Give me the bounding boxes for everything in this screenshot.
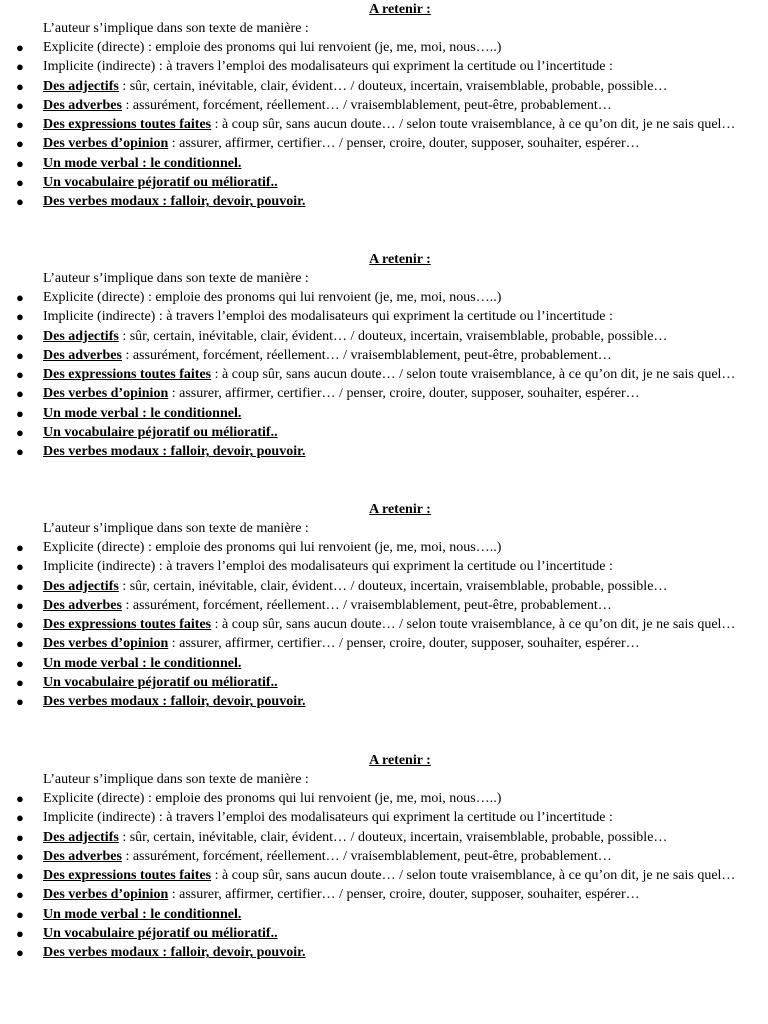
bullet-list (0, 789, 768, 963)
item-text: : assurément, forcément, réellement… / vraisemblablement, peut-être, probablement… (121, 347, 612, 363)
bullet-icon: ● (16, 945, 24, 961)
item-label: Des adverbes (43, 97, 122, 113)
bullet-list (0, 38, 768, 212)
list-item (0, 307, 768, 326)
item-text: : sûr, certain, inévitable, clair, évident… / douteux, incertain, vraisemblable, probable, possible… (118, 578, 668, 594)
list-item (0, 847, 768, 866)
item-text: Implicite (indirecte) : à travers l’emploi des modalisateurs qui expriment la certitude ou l’incertitude : (43, 559, 613, 575)
item-label: Des expressions toutes faites (43, 868, 212, 884)
item-label: Des adverbes (43, 597, 122, 613)
bullet-icon: ● (16, 117, 24, 133)
bullet-icon: ● (16, 655, 24, 671)
list-item (0, 327, 768, 346)
item-text: : sûr, certain, inévitable, clair, évident… / douteux, incertain, vraisemblable, probable, possible… (118, 328, 668, 344)
bullet-icon: ● (16, 906, 24, 922)
bullet-icon: ● (16, 444, 24, 460)
list-item (0, 96, 768, 115)
item-text: Implicite (indirecte) : à travers l’emploi des modalisateurs qui expriment la certitude ou l’incertitude : (43, 309, 613, 325)
item-text: : à coup sûr, sans aucun doute… / selon toute vraisemblance, à ce qu’on dit, je ne sais quel… (211, 868, 736, 884)
bullet-icon: ● (16, 347, 24, 363)
item-label: Des verbes d’opinion (43, 636, 169, 652)
list-item (0, 192, 768, 211)
list-item (0, 557, 768, 576)
bullet-icon: ● (16, 636, 24, 652)
list-item (0, 173, 768, 192)
bullet-icon: ● (16, 328, 24, 344)
bullet-icon: ● (16, 597, 24, 613)
list-item (0, 288, 768, 307)
section-intro: L’auteur s’implique dans son texte de manière : (43, 21, 309, 36)
item-text: Des verbes modaux : falloir, devoir, pouvoir. (43, 694, 306, 710)
item-text: : à coup sûr, sans aucun doute… / selon toute vraisemblance, à ce qu’on dit, je ne sais quel… (211, 367, 736, 383)
item-text: Un mode verbal : le conditionnel. (43, 655, 242, 671)
item-text: Implicite (indirecte) : à travers l’emploi des modalisateurs qui expriment la certitude ou l’incertitude : (43, 59, 613, 75)
item-text: : assurer, affirmer, certifier… / penser, croire, douter, supposer, souhaiter, espérer… (168, 386, 640, 402)
bullet-icon: ● (16, 559, 24, 575)
item-label: Des adjectifs (43, 328, 119, 344)
bullet-icon: ● (16, 175, 24, 191)
bullet-icon: ● (16, 136, 24, 152)
bullet-icon: ● (16, 425, 24, 441)
item-label: Des adjectifs (43, 78, 119, 94)
section-intro: L’auteur s’implique dans son texte de manière : (43, 772, 309, 787)
bullet-icon: ● (16, 868, 24, 884)
item-text: Des verbes modaux : falloir, devoir, pouvoir. (43, 194, 306, 210)
bullet-icon: ● (16, 405, 24, 421)
item-label: Des adjectifs (43, 578, 119, 594)
item-text: Un vocabulaire péjoratif ou mélioratif.. (43, 175, 278, 191)
list-item (0, 134, 768, 153)
item-label: Des adjectifs (43, 829, 119, 845)
list-item (0, 346, 768, 365)
list-item (0, 57, 768, 76)
item-text: : à coup sûr, sans aucun doute… / selon toute vraisemblance, à ce qu’on dit, je ne sais quel… (211, 117, 736, 133)
item-text: : à coup sûr, sans aucun doute… / selon toute vraisemblance, à ce qu’on dit, je ne sais quel… (211, 617, 736, 633)
list-item (0, 885, 768, 904)
list-item (0, 924, 768, 943)
list-item (0, 404, 768, 423)
section-intro: L’auteur s’implique dans son texte de manière : (43, 271, 309, 286)
item-text: Un vocabulaire péjoratif ou mélioratif.. (43, 425, 278, 441)
item-label: Des verbes d’opinion (43, 136, 169, 152)
item-text: : assurer, affirmer, certifier… / penser, croire, douter, supposer, souhaiter, espérer… (168, 887, 640, 903)
item-text: Un vocabulaire péjoratif ou mélioratif.. (43, 926, 278, 942)
item-label: Des adverbes (43, 347, 122, 363)
item-text: Un mode verbal : le conditionnel. (43, 155, 242, 171)
bullet-icon: ● (16, 367, 24, 383)
list-item (0, 38, 768, 57)
bullet-list (0, 538, 768, 712)
item-text: : assurément, forcément, réellement… / vraisemblablement, peut-être, probablement… (121, 848, 612, 864)
list-item (0, 866, 768, 885)
item-text: : assurément, forcément, réellement… / vraisemblablement, peut-être, probablement… (121, 97, 612, 113)
item-label: Des expressions toutes faites (43, 117, 212, 133)
item-text: Des verbes modaux : falloir, devoir, pouvoir. (43, 945, 306, 961)
bullet-icon: ● (16, 59, 24, 75)
bullet-icon: ● (16, 829, 24, 845)
item-text: Un vocabulaire péjoratif ou mélioratif.. (43, 675, 278, 691)
bullet-icon: ● (16, 578, 24, 594)
item-text: Explicite (directe) : emploie des pronoms qui lui renvoient (je, me, moi, nous…..) (43, 791, 502, 806)
section-title: A retenir : (369, 252, 431, 267)
list-item (0, 77, 768, 96)
item-label: Des expressions toutes faites (43, 367, 212, 383)
bullet-icon: ● (16, 810, 24, 826)
item-label: Des adverbes (43, 848, 122, 864)
item-text: Implicite (indirecte) : à travers l’emploi des modalisateurs qui expriment la certitude ou l’incertitude : (43, 810, 613, 826)
section-title: A retenir : (369, 753, 431, 768)
item-text: Explicite (directe) : emploie des pronoms qui lui renvoient (je, me, moi, nous…..) (43, 290, 502, 305)
bullet-icon: ● (16, 309, 24, 325)
section-title: A retenir : (369, 2, 431, 17)
bullet-icon: ● (16, 694, 24, 710)
item-text: : assurer, affirmer, certifier… / penser, croire, douter, supposer, souhaiter, espérer… (168, 136, 640, 152)
item-text: Explicite (directe) : emploie des pronoms qui lui renvoient (je, me, moi, nous…..) (43, 540, 502, 555)
list-item (0, 905, 768, 924)
item-label: Des expressions toutes faites (43, 617, 212, 633)
item-text: : assurément, forcément, réellement… / vraisemblablement, peut-être, probablement… (121, 597, 612, 613)
item-label: Des verbes d’opinion (43, 386, 169, 402)
bullet-icon: ● (16, 155, 24, 171)
bullet-icon: ● (16, 290, 24, 305)
list-item (0, 828, 768, 847)
list-item (0, 423, 768, 442)
section-intro: L’auteur s’implique dans son texte de manière : (43, 521, 309, 536)
bullet-icon: ● (16, 617, 24, 633)
list-item (0, 808, 768, 827)
list-item (0, 634, 768, 653)
bullet-icon: ● (16, 97, 24, 113)
list-item (0, 538, 768, 557)
list-item (0, 384, 768, 403)
bullet-list (0, 288, 768, 462)
bullet-icon: ● (16, 926, 24, 942)
bullet-icon: ● (16, 194, 24, 210)
list-item (0, 596, 768, 615)
bullet-icon: ● (16, 887, 24, 903)
section-1 (0, 0, 768, 212)
list-item (0, 654, 768, 673)
item-text: : sûr, certain, inévitable, clair, évident… / douteux, incertain, vraisemblable, probable, possible… (118, 78, 668, 94)
bullet-icon: ● (16, 78, 24, 94)
section-3 (0, 500, 768, 712)
section-2 (0, 250, 768, 462)
list-item (0, 615, 768, 634)
bullet-icon: ● (16, 848, 24, 864)
section-4 (0, 751, 768, 963)
list-item (0, 442, 768, 461)
item-text: Un mode verbal : le conditionnel. (43, 906, 242, 922)
bullet-icon: ● (16, 540, 24, 555)
section-title: A retenir : (369, 502, 431, 517)
list-item (0, 577, 768, 596)
item-text: Des verbes modaux : falloir, devoir, pouvoir. (43, 444, 306, 460)
item-text: Explicite (directe) : emploie des pronoms qui lui renvoient (je, me, moi, nous…..) (43, 40, 502, 55)
list-item (0, 789, 768, 808)
list-item (0, 943, 768, 962)
bullet-icon: ● (16, 40, 24, 55)
item-label: Des verbes d’opinion (43, 887, 169, 903)
item-text: : sûr, certain, inévitable, clair, évident… / douteux, incertain, vraisemblable, probable, possible… (118, 829, 668, 845)
item-text: Un mode verbal : le conditionnel. (43, 405, 242, 421)
bullet-icon: ● (16, 675, 24, 691)
list-item (0, 692, 768, 711)
list-item (0, 154, 768, 173)
bullet-icon: ● (16, 386, 24, 402)
item-text: : assurer, affirmer, certifier… / penser, croire, douter, supposer, souhaiter, espérer… (168, 636, 640, 652)
list-item (0, 115, 768, 134)
bullet-icon: ● (16, 791, 24, 806)
list-item (0, 365, 768, 384)
list-item (0, 673, 768, 692)
